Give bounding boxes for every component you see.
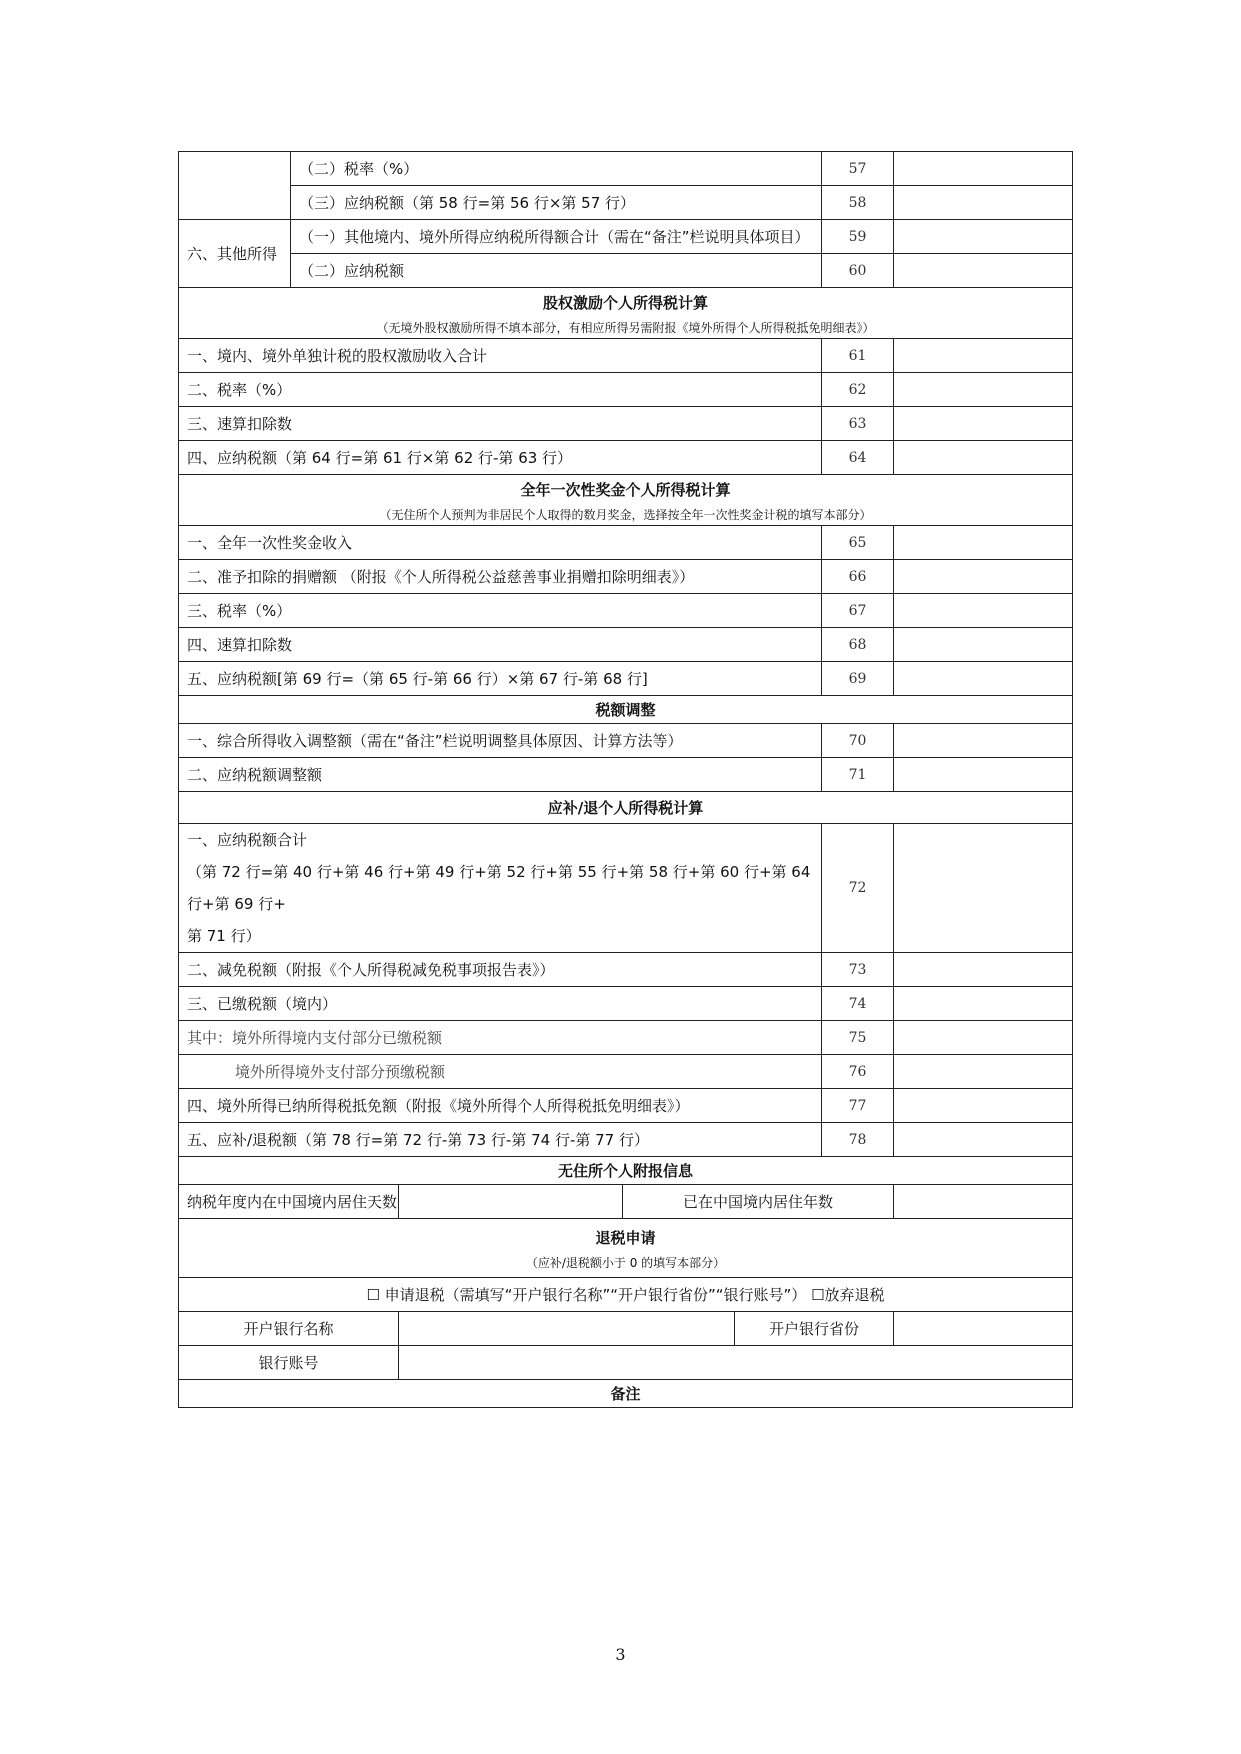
bank-row <box>179 1312 1073 1346</box>
section-title: 税额调整 <box>179 696 1073 724</box>
section-header <box>179 288 1073 339</box>
row-number: 76 <box>822 1055 894 1089</box>
form-row-74 <box>179 987 1073 1021</box>
row-label: 三、速算扣除数 <box>179 407 822 441</box>
row-number: 78 <box>822 1123 894 1157</box>
row-label: 四、速算扣除数 <box>179 628 822 662</box>
row-label: 二、应纳税额调整额 <box>179 758 822 792</box>
bank-name-input[interactable] <box>399 1312 735 1346</box>
form-row-73 <box>179 953 1073 987</box>
bank-province-label: 开户银行省份 <box>735 1312 894 1346</box>
row-number: 67 <box>822 594 894 628</box>
form-row-67 <box>179 594 1073 628</box>
form-row-70 <box>179 724 1073 758</box>
form-row-65 <box>179 526 1073 560</box>
nonresident-row <box>179 1185 1073 1219</box>
row-label: 四、境外所得已纳所得税抵免额（附报《境外所得个人所得税抵免明细表》） <box>179 1089 822 1123</box>
residence-years-input[interactable] <box>894 1185 1073 1219</box>
category-other-income: 六、其他所得 <box>179 220 291 288</box>
row-label: 其中：境外所得境内支付部分已缴税额 <box>179 1021 822 1055</box>
section-refund-calc-header <box>179 792 1073 824</box>
section-title: 无住所个人附报信息 <box>179 1157 1073 1185</box>
row-number: 74 <box>822 987 894 1021</box>
row-label: （二）税率（%） <box>291 152 822 186</box>
row-number: 65 <box>822 526 894 560</box>
form-row-75 <box>179 1021 1073 1055</box>
value-input-66[interactable] <box>894 560 1073 594</box>
section-bonus-header <box>179 475 1073 526</box>
row-number: 73 <box>822 953 894 987</box>
form-row-78 <box>179 1123 1073 1157</box>
row-number: 77 <box>822 1089 894 1123</box>
section-note: （无住所个人预判为非居民个人取得的数月奖金，选择按全年一次性奖金计税的填写本部分） <box>379 508 872 522</box>
total-line-1: 一、应纳税额合计 <box>187 831 308 849</box>
value-input-68[interactable] <box>894 628 1073 662</box>
row-label: （二）应纳税额 <box>291 254 822 288</box>
bank-account-input[interactable] <box>399 1346 1073 1380</box>
row-label: 五、应补/退税额（第 78 行=第 72 行-第 73 行-第 74 行-第 77 行） <box>179 1123 822 1157</box>
residence-days-label: 纳税年度内在中国境内居住天数 <box>179 1185 399 1219</box>
value-input-78[interactable] <box>894 1123 1073 1157</box>
row-label: 境外所得境外支付部分预缴税额 <box>179 1055 822 1089</box>
section-note: （无境外股权激励所得不填本部分，有相应所得另需附报《境外所得个人所得税抵免明细表》） <box>376 321 875 335</box>
residence-years-label: 已在中国境内居住年数 <box>623 1185 894 1219</box>
value-input-65[interactable] <box>894 526 1073 560</box>
section-refund-apply-header <box>179 1219 1073 1278</box>
bank-account-label: 银行账号 <box>179 1346 399 1380</box>
value-input-71[interactable] <box>894 758 1073 792</box>
row-label: 二、准予扣除的捐赠额 （附报《个人所得税公益慈善事业捐赠扣除明细表》） <box>179 560 822 594</box>
row-number: 64 <box>822 441 894 475</box>
section-title: 退税申请 <box>595 1229 656 1247</box>
value-input-62[interactable] <box>894 373 1073 407</box>
value-input-76[interactable] <box>894 1055 1073 1089</box>
row-number: 66 <box>822 560 894 594</box>
row-number: 57 <box>822 152 894 186</box>
row-label-total <box>179 824 822 953</box>
form-row-60 <box>179 254 1073 288</box>
row-label: （三）应纳税额（第 58 行=第 56 行×第 57 行） <box>291 186 822 220</box>
row-label: 二、减免税额（附报《个人所得税减免税事项报告表》） <box>179 953 822 987</box>
tax-form-table <box>178 151 1073 1408</box>
refund-choice-row <box>179 1278 1073 1312</box>
section-title: 全年一次性奖金个人所得税计算 <box>520 481 731 499</box>
form-row-62 <box>179 373 1073 407</box>
section-title: 股权激励个人所得税计算 <box>543 294 709 312</box>
section-nonresident-header <box>179 1157 1073 1185</box>
form-row-77 <box>179 1089 1073 1123</box>
remarks-label: 备注 <box>179 1380 1073 1408</box>
form-row-72 <box>179 824 1073 953</box>
section-header <box>179 1219 1073 1278</box>
category-cell-empty <box>179 152 291 220</box>
value-input-63[interactable] <box>894 407 1073 441</box>
form-row-71 <box>179 758 1073 792</box>
page-number: 3 <box>615 1645 626 1664</box>
form-row-63 <box>179 407 1073 441</box>
row-label: 四、应纳税额（第 64 行=第 61 行×第 62 行-第 63 行） <box>179 441 822 475</box>
total-line-2: （第 72 行=第 40 行+第 46 行+第 49 行+第 52 行+第 55 行+第 58 行+第 60 行+第 64 行+第 69 行+ <box>187 863 811 913</box>
account-row <box>179 1346 1073 1380</box>
waive-refund-checkbox[interactable]: ☐ <box>811 1286 825 1304</box>
row-number: 60 <box>822 254 894 288</box>
section-title: 应补/退个人所得税计算 <box>179 792 1073 824</box>
total-line-3: 第 71 行） <box>187 927 261 945</box>
row-label: 一、境内、境外单独计税的股权激励收入合计 <box>179 339 822 373</box>
row-label: 五、应纳税额[第 69 行=（第 65 行-第 66 行）×第 67 行-第 68 行] <box>179 662 822 696</box>
value-input-69[interactable] <box>894 662 1073 696</box>
value-input-75[interactable] <box>894 1021 1073 1055</box>
row-label: 三、税率（%） <box>179 594 822 628</box>
form-row-64 <box>179 441 1073 475</box>
row-label: （一）其他境内、境外所得应纳税所得额合计（需在“备注”栏说明具体项目） <box>291 220 822 254</box>
form-row-76 <box>179 1055 1073 1089</box>
value-input-60[interactable] <box>894 254 1073 288</box>
value-input-67[interactable] <box>894 594 1073 628</box>
form-row-61 <box>179 339 1073 373</box>
value-input-57[interactable] <box>894 152 1073 186</box>
form-row-57 <box>179 152 1073 186</box>
value-input-59[interactable] <box>894 220 1073 254</box>
form-row-66 <box>179 560 1073 594</box>
form-row-58 <box>179 186 1073 220</box>
row-number: 61 <box>822 339 894 373</box>
row-number: 75 <box>822 1021 894 1055</box>
residence-days-input[interactable] <box>399 1185 623 1219</box>
form-row-59 <box>179 220 1073 254</box>
row-label: 一、全年一次性奖金收入 <box>179 526 822 560</box>
value-input-72[interactable] <box>894 824 1073 953</box>
value-input-58[interactable] <box>894 186 1073 220</box>
row-number: 63 <box>822 407 894 441</box>
remarks-row <box>179 1380 1073 1408</box>
bank-name-label: 开户银行名称 <box>179 1312 399 1346</box>
value-input-61[interactable] <box>894 339 1073 373</box>
value-input-73[interactable] <box>894 953 1073 987</box>
value-input-70[interactable] <box>894 724 1073 758</box>
refund-choice-cell <box>179 1278 1073 1312</box>
row-number: 62 <box>822 373 894 407</box>
row-number: 70 <box>822 724 894 758</box>
section-note: （应补/退税额小于 0 的填写本部分） <box>525 1256 726 1270</box>
value-input-74[interactable] <box>894 987 1073 1021</box>
value-input-64[interactable] <box>894 441 1073 475</box>
row-number: 59 <box>822 220 894 254</box>
form-row-69 <box>179 662 1073 696</box>
row-number: 68 <box>822 628 894 662</box>
row-number: 71 <box>822 758 894 792</box>
row-number: 72 <box>822 824 894 953</box>
section-header <box>179 475 1073 526</box>
row-number: 58 <box>822 186 894 220</box>
row-number: 69 <box>822 662 894 696</box>
value-input-77[interactable] <box>894 1089 1073 1123</box>
bank-province-input[interactable] <box>894 1312 1073 1346</box>
section-adjust-header <box>179 696 1073 724</box>
form-row-68 <box>179 628 1073 662</box>
apply-refund-label: 申请退税（需填写“开户银行名称”“开户银行省份”“银行账号”） <box>384 1286 807 1304</box>
row-label: 一、综合所得收入调整额（需在“备注”栏说明调整具体原因、计算方法等） <box>179 724 822 758</box>
apply-refund-checkbox[interactable]: ☐ <box>366 1286 380 1304</box>
row-label: 三、已缴税额（境内） <box>179 987 822 1021</box>
section-equity-header <box>179 288 1073 339</box>
waive-refund-label: 放弃退税 <box>824 1286 885 1304</box>
row-label: 二、税率（%） <box>179 373 822 407</box>
